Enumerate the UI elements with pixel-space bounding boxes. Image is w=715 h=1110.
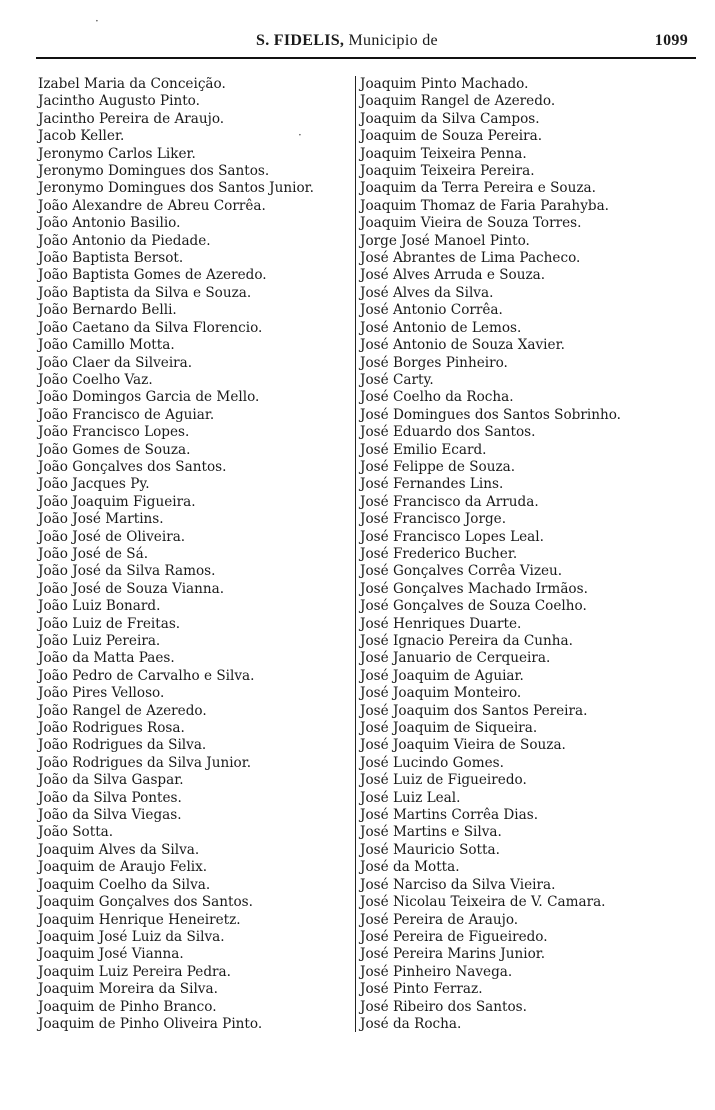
name-entry: João Camillo Motta. [38, 337, 175, 354]
name-entry: Jeronymo Domingues dos Santos. [38, 163, 270, 180]
name-entry: Joaquim José Luiz da Silva. [38, 928, 225, 945]
name-entry: João José Martins. [38, 511, 164, 528]
name-entry: José Joaquim dos Santos Pereira. [360, 702, 588, 719]
name-entry: José Domingues dos Santos Sobrinho. [360, 406, 621, 423]
name-entry: José Gonçalves de Souza Coelho. [360, 598, 587, 615]
header-municipio: Municipio de [344, 32, 438, 49]
name-entry: João Francisco Lopes. [38, 424, 190, 441]
name-entry: João da Matta Paes. [38, 650, 175, 667]
name-entry: João Baptista da Silva e Souza. [38, 284, 252, 301]
name-entry: João Luiz Bonard. [38, 598, 161, 615]
name-entry: Joaquim Thomaz de Faria Parahyba. [360, 197, 609, 214]
name-entry: João José de Sá. [38, 545, 149, 562]
name-entry: João Antonio da Piedade. [38, 232, 211, 249]
name-entry: José da Motta. [360, 859, 460, 876]
name-entry: João Baptista Gomes de Azeredo. [38, 267, 267, 284]
name-entry: José Gonçalves Corrêa Vizeu. [360, 563, 563, 580]
name-entry: João Antonio Basilio. [38, 215, 181, 232]
name-entry: João Claer da Silveira. [38, 354, 193, 371]
name-entry: João da Silva Pontes. [38, 789, 182, 806]
name-entry: Joaquim Alves da Silva. [38, 841, 200, 858]
name-entry: João Francisco de Aguiar. [38, 406, 215, 423]
name-entry: José Fernandes Lins. [360, 476, 504, 493]
name-entry: José Pereira Marins Junior. [360, 946, 546, 963]
name-entry: José Pinheiro Navega. [360, 963, 513, 980]
name-entry: José Joaquim de Aguiar. [360, 667, 524, 684]
name-entry: Jeronymo Carlos Liker. [38, 145, 196, 162]
name-entry: João Rodrigues da Silva Junior. [38, 754, 252, 771]
name-entry: Jacintho Augusto Pinto. [38, 93, 200, 110]
name-entry: Joaquim Teixeira Pereira. [360, 163, 535, 180]
name-entry: João Gonçalves dos Santos. [38, 458, 227, 475]
name-entry: João José da Silva Ramos. [38, 563, 216, 580]
header-rule [36, 57, 696, 59]
name-entry: Jacintho Pereira de Araujo. [38, 110, 225, 127]
name-entry: José Henriques Duarte. [360, 615, 522, 632]
name-entry: José Pereira de Figueiredo. [360, 928, 548, 945]
name-entry: João Bernardo Belli. [38, 302, 177, 319]
name-entry: José Francisco da Arruda. [360, 493, 539, 510]
name-entry: João Coelho Vaz. [38, 371, 153, 388]
name-entry: João Sotta. [38, 824, 114, 841]
name-entry: Joaquim Moreira da Silva. [38, 981, 218, 998]
print-speck: · [298, 128, 302, 142]
name-entry: João Gomes de Souza. [38, 441, 191, 458]
name-entry: José Januario de Cerqueira. [360, 650, 551, 667]
name-entry: João da Silva Viegas. [38, 807, 182, 824]
name-entry: João Jacques Py. [38, 476, 150, 493]
name-entry: Joaquim Luiz Pereira Pedra. [38, 963, 231, 980]
name-entry: Joaquim de Pinho Oliveira Pinto. [38, 1015, 263, 1032]
name-entry: Joaquim Pinto Machado. [360, 76, 529, 92]
name-entry: José Ribeiro dos Santos. [360, 998, 527, 1015]
name-entry: José Luiz Leal. [360, 789, 461, 806]
name-entry: José Joaquim Vieira de Souza. [360, 737, 566, 754]
name-entry: José Francisco Lopes Leal. [360, 528, 544, 545]
name-entry: Joaquim Gonçalves dos Santos. [38, 894, 253, 911]
name-entry: José Lucindo Gomes. [360, 754, 504, 771]
name-entry: José Martins Corrêa Dias. [360, 807, 539, 824]
name-entry: José Antonio de Lemos. [360, 319, 522, 336]
name-entry: João Caetano da Silva Florencio. [38, 319, 263, 336]
name-entry: João Luiz Pereira. [38, 633, 161, 649]
name-entry: Joaquim Vieira de Souza Torres. [360, 215, 582, 232]
header-town: S. FIDELIS, [256, 32, 345, 49]
name-entry: Joaquim da Silva Campos. [360, 110, 540, 127]
name-entry: Joaquim da Terra Pereira e Souza. [360, 180, 596, 197]
name-entry: José Joaquim Monteiro. [360, 685, 522, 702]
name-entry: João Alexandre de Abreu Corrêa. [38, 197, 266, 214]
name-entry: José Nicolau Teixeira de V. Camara. [360, 894, 606, 911]
name-entry: João Domingos Garcia de Mello. [38, 389, 260, 406]
header-place [256, 32, 438, 50]
name-entry: José Antonio Corrêa. [360, 302, 503, 319]
name-entry: Joaquim Coelho da Silva. [38, 876, 211, 893]
name-entry: José Alves Arruda e Souza. [360, 267, 546, 284]
name-entry: José Joaquim de Siqueira. [360, 720, 538, 737]
name-entry: Joaquim José Vianna. [38, 946, 184, 963]
name-entry: Joaquim de Souza Pereira. [360, 128, 543, 145]
name-entry: Jacob Keller. [38, 128, 125, 145]
name-entry: João José de Souza Vianna. [38, 580, 225, 597]
name-entry: José Borges Pinheiro. [360, 354, 508, 371]
name-entry: José Felippe de Souza. [360, 458, 516, 475]
name-entry: João José de Oliveira. [38, 528, 186, 545]
print-speck: · [95, 14, 99, 28]
name-entry: José Martins e Silva. [360, 824, 502, 841]
names-column-right [360, 76, 700, 1033]
name-entry: João Baptista Bersot. [38, 250, 184, 267]
name-entry: José Coelho da Rocha. [360, 389, 514, 406]
name-entry: José Alves da Silva. [360, 284, 494, 301]
name-entry: Izabel Maria da Conceição. [38, 76, 226, 92]
page-header [36, 28, 690, 56]
name-entry: João Pires Velloso. [38, 685, 165, 702]
name-entry: José Pinto Ferraz. [360, 981, 483, 998]
name-entry: José Antonio de Souza Xavier. [360, 337, 565, 354]
column-divider [355, 76, 356, 1032]
name-entry: José Francisco Jorge. [360, 511, 507, 528]
name-entry: Joaquim de Araujo Felix. [38, 859, 208, 876]
name-entry: João Pedro de Carvalho e Silva. [38, 667, 255, 684]
name-entry: José Pereira de Araujo. [360, 911, 519, 928]
names-column-left [38, 76, 354, 1033]
name-entry: José Ignacio Pereira da Cunha. [360, 633, 573, 649]
name-entry: José Luiz de Figueiredo. [360, 772, 527, 789]
name-entry: José Emilio Ecard. [360, 441, 487, 458]
name-entry: Joaquim Rangel de Azeredo. [360, 93, 556, 110]
name-entry: José Eduardo dos Santos. [360, 424, 536, 441]
name-entry: Joaquim de Pinho Branco. [38, 998, 217, 1015]
name-entry: José Abrantes de Lima Pacheco. [360, 250, 581, 267]
name-entry: José Carty. [360, 371, 434, 388]
name-entry: João da Silva Gaspar. [38, 772, 184, 789]
name-entry: João Rangel de Azeredo. [38, 702, 207, 719]
name-entry: José Narciso da Silva Vieira. [360, 876, 556, 893]
name-entry: José Frederico Bucher. [360, 545, 518, 562]
name-entry: Jeronymo Domingues dos Santos Junior. [38, 180, 314, 197]
name-entry: José da Rocha. [360, 1015, 462, 1032]
name-entry: Joaquim Henrique Heneiretz. [38, 911, 241, 928]
name-entry: João Luiz de Freitas. [38, 615, 181, 632]
name-entry: José Gonçalves Machado Irmãos. [360, 580, 588, 597]
page-number: 1099 [654, 32, 688, 49]
name-entry: João Rodrigues Rosa. [38, 720, 185, 737]
name-entry: Joaquim Teixeira Penna. [360, 145, 527, 162]
name-entry: João Rodrigues da Silva. [38, 737, 207, 754]
name-entry: Jorge José Manoel Pinto. [360, 232, 530, 249]
name-entry: José Mauricio Sotta. [360, 841, 500, 858]
name-entry: João Joaquim Figueira. [38, 493, 196, 510]
